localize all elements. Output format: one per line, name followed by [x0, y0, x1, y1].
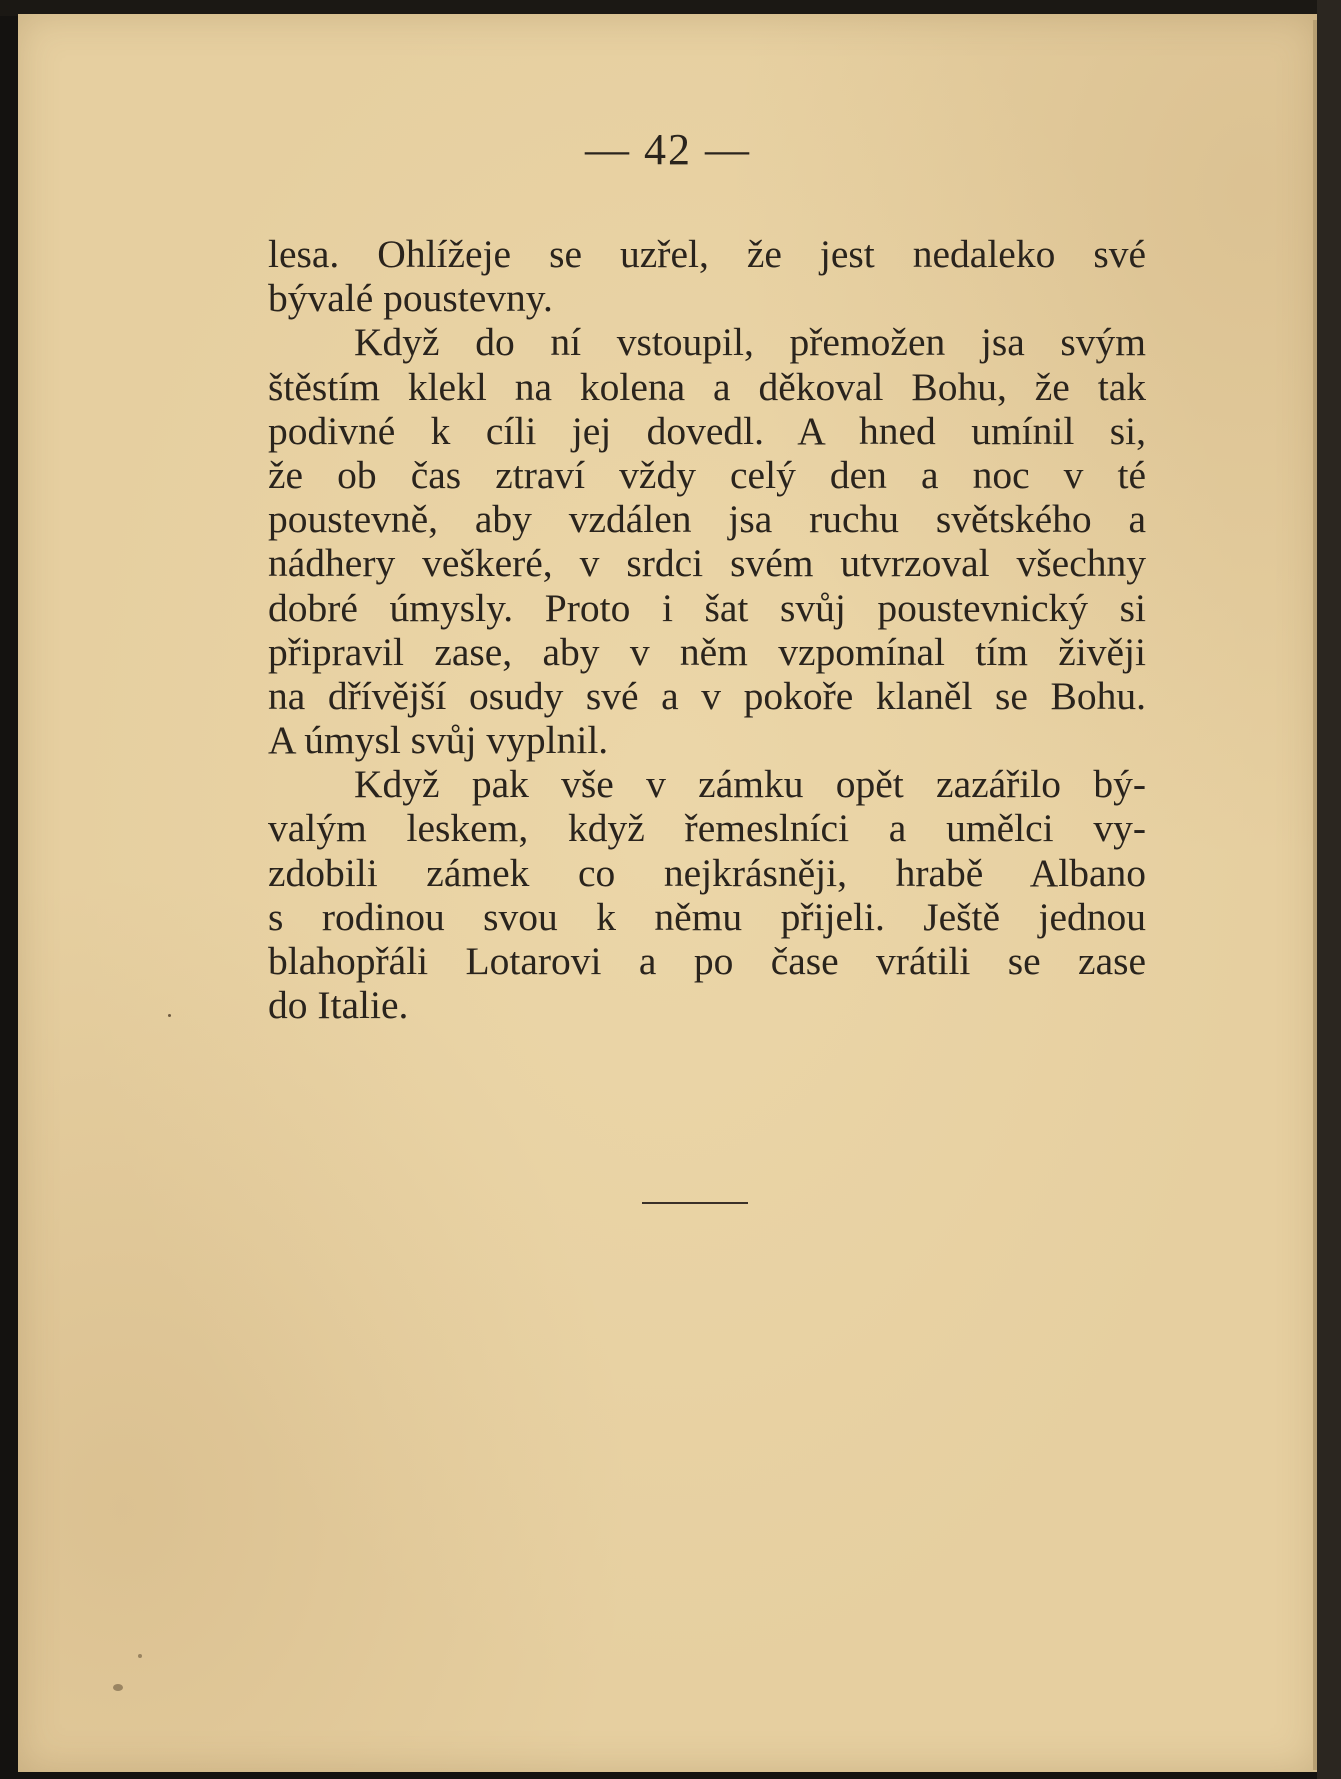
text-line: lesa. Ohlížeje se uzřel, že jest nedaleko své [268, 232, 1146, 276]
paper-speck [113, 1684, 123, 1691]
text-line: podivné k cíli jej dovedl. A hned umínil si, [268, 408, 1146, 453]
end-rule-divider [642, 1202, 748, 1204]
text-line: štěstím klekl na kolena a děkoval Bohu, že tak [268, 364, 1146, 409]
book-page [18, 14, 1318, 1772]
page-number: — 42 — [585, 125, 751, 174]
text-line: poustevně, aby vzdálen jsa ruchu světského a [268, 497, 1146, 542]
paper-speck [138, 1654, 142, 1658]
text-line: na dřívější osudy své a v pokoře klaněl se Bohu. [268, 673, 1146, 718]
text-line: že ob čas ztraví vždy celý den a noc v té [268, 452, 1146, 497]
scan-border-right [1317, 0, 1341, 1779]
text-line: Když pak vše v zámku opět zazářilo bý- [354, 762, 1146, 807]
text-line: A úmysl svůj vyplnil. [268, 718, 609, 763]
paper-speck [168, 1014, 171, 1017]
text-line: valým leskem, když řemeslníci a umělci vy- [268, 806, 1146, 851]
body-text [268, 232, 1146, 1027]
text-line: s rodinou svou k němu přijeli. Ještě jednou [268, 894, 1146, 939]
text-line: Když do ní vstoupil, přemožen jsa svým [354, 320, 1146, 365]
text-line: zdobili zámek co nejkrásněji, hrabě Albano [268, 850, 1146, 895]
text-line: blahopřáli Lotarovi a po čase vrátili se zase [268, 939, 1146, 983]
text-line: do Italie. [268, 983, 409, 1028]
text-line: dobré úmysly. Proto i šat svůj poustevnický si [268, 585, 1146, 630]
text-line: nádhery veškeré, v srdci svém utvrzoval všechny [268, 541, 1146, 586]
text-line: připravil zase, aby v něm vzpomínal tím živěji [268, 629, 1146, 674]
text-line: bývalé poustevny. [268, 276, 553, 321]
